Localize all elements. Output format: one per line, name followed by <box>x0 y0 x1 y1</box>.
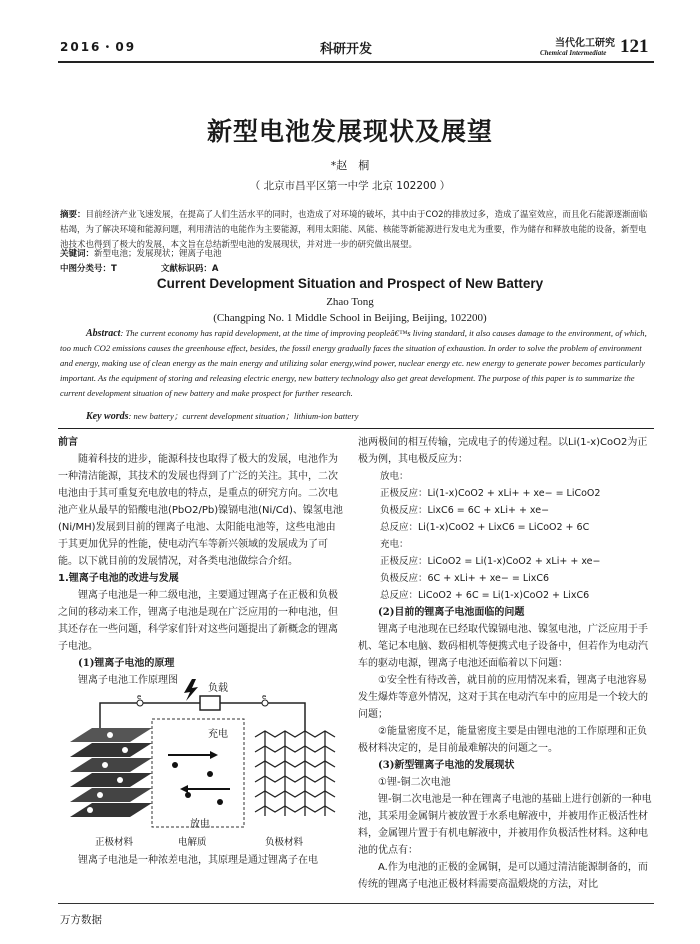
eq-charge-anode: 负极反应：6C + xLi+ + xe− = LixC6 <box>380 573 550 584</box>
right-column <box>358 434 654 893</box>
keywords-label-en: Key words <box>86 411 129 422</box>
eq-discharge-cathode: 正极反应：Li(1-x)CoO2 + xLi+ + xe− = LiCoO2 <box>380 488 601 499</box>
lithium-ions <box>168 751 230 805</box>
para-principle-cont: 池两极间的相互传输，完成电子的传递过程。以Li(1-x)CoO2为正极为例，其电极反应为： <box>358 437 648 465</box>
lightning-icon <box>184 679 198 701</box>
keywords-en <box>60 409 654 424</box>
heading-preface: 前言 <box>58 437 78 448</box>
anode-label: 负极材料 <box>265 837 304 848</box>
para-intro: 随着科技的进步，能源科技也取得了极大的发展，电池作为一种清洁能源，其技术的发展也得到了广泛的关注。其中，二次电池由于其可重复充电放电的特点，是重点的研究方向。二次电池产业从最早的铅酸电池(PbO2/Pb)镍镉电池(Ni/Cd)、镍氢电池(Ni/MH)发展到目前的锂离子电池、太阳能电池等，这些电池由于其更加优异的性能，使电动汽车等新兴领域的发展成为了可能。以下就目前的发展情况，对各类电池做综合介绍。 <box>58 454 343 567</box>
abstract-en <box>60 326 654 401</box>
heading-problems: (2)目前的锂离子电池面临的问题 <box>378 607 525 618</box>
electron-left-label: e <box>137 693 142 701</box>
para-problems: 锂离子电池现在已经取代镍镉电池、镍氢电池，广泛应用于手机、笔记本电脑、数码相机等便携式电子设备中，但若作为电动汽车的驱动电源，锂离子电池还面临着以下问题： <box>358 624 648 669</box>
para-li-cu-title: ①锂-铜二次电池 <box>378 777 451 788</box>
author-cn: *赵 桐 <box>330 159 370 172</box>
journal-name-en: Chemical Intermediate <box>540 49 607 57</box>
issue-date: 2016・09 <box>60 40 137 54</box>
doc-code-label: 文献标识码： <box>160 264 212 274</box>
clc-label: 中图分类号： <box>60 264 112 274</box>
article-title-cn: 新型电池发展现状及展望 <box>206 117 493 146</box>
heading-new-batteries: (3)新型锂离子电池的发展现状 <box>378 760 515 771</box>
figure-caption: 锂离子电池工作原理图 <box>78 675 178 686</box>
discharge-label: 放电 <box>190 819 210 830</box>
header-rule <box>58 61 654 63</box>
keywords-text-en: : new battery；current development situation；lithium-ion battery <box>128 411 359 421</box>
abstract-text-cn: 目前经济产业飞速发展，在提高了人们生活水平的同时，也造成了对环境的破坏，其中由于CO2的排放过多，造成了温室效应，而且化石能源逐渐面临枯竭，为了解决环境和能源问题，利用清洁的电能作为主要能源，利用太阳能、风能、核能等新能源进行发电尤为重要，作为储存和释放电能的设备，新型电池技术也得到了极大的发展，本文旨在总结新型电池的发展现状，并对进一步的研究做出展望。 <box>60 210 648 250</box>
charge-label: 充电 <box>208 729 228 740</box>
battery-diagram <box>60 677 345 849</box>
separator <box>152 719 244 827</box>
footer-rule <box>58 903 654 904</box>
keywords-cn <box>60 247 654 262</box>
eq-discharge-total: 总反应：Li(1-x)CoO2 + LixC6 = LiCoO2 + 6C <box>380 522 590 533</box>
section-name: 科研开发 <box>320 42 373 57</box>
electron-right-label: e <box>262 693 267 701</box>
eq-discharge-anode: 负极反应：LixC6 = 6C + xLi+ + xe− <box>380 505 550 516</box>
keywords-label-cn: 关键词： <box>60 249 95 259</box>
cathode-layers <box>70 728 152 817</box>
clc-value: T <box>111 264 117 274</box>
abstract-label-en: Abstract <box>86 328 121 339</box>
author-en: Zhao Tong <box>326 296 374 308</box>
anode-lattice <box>255 731 335 816</box>
footer-source: 万方数据 <box>60 914 102 926</box>
article-title-en: Current Development Situation and Prospect of New Battery <box>156 276 544 291</box>
keywords-text-cn: 新型电池；发展现状；锂离子电池 <box>94 249 222 259</box>
classification-line <box>60 262 654 277</box>
heading-section-1: 1.锂离子电池的改进与发展 <box>58 573 179 584</box>
para-advantage-a: A.作为电池的正极的金属铜，是可以通过清洁能源制备的，而传统的锂离子电池正极材料需要高温煅烧的方法，对比 <box>358 862 648 890</box>
electrolyte-label: 电解质 <box>178 837 207 848</box>
doc-code-value: A <box>211 264 219 274</box>
para-li-ion-intro: 锂离子电池是一种二级电池，主要通过锂离子在正极和负极之间的移动来工作，锂离子电池是现在广泛应用的一种电池，但其还存在一些问题，科学家们针对这些问题提出了新概念的锂离子电池。 <box>58 590 338 652</box>
abstract-text-en: : The current economy has rapid development, at the time of improving peopleâ€™s living standard, it also causes damage to the environment, of which, too much CO2 emissions causes the greenhouse effect, besides, the fossil energy gradually faces the situation of exhaustion. In order to solve the problem of environment and energy, making use of clean energy as the main energy and utilizing solar energy,wind power, nuclear energy etc. new energy to generate power becomes particularly important. As the equipment of storing and releasing electric energy, new battery technology also get great development. The purpose of this paper is to summarize the current development situation of new battery and make prospect for further research. <box>60 328 647 398</box>
heading-principle: (1)锂离子电池的原理 <box>78 658 175 669</box>
affiliation-en: (Changping No. 1 Middle School in Beijing, Beijing, 102200) <box>213 312 487 324</box>
abstract-label-cn: 摘要： <box>60 210 86 220</box>
affiliation-cn: （ 北京市昌平区第一中学 北京 102200 ） <box>249 180 451 192</box>
load-resistor <box>200 696 220 710</box>
label-discharge: 放电： <box>380 471 409 482</box>
para-safety: ①安全性有待改善，就目前的应用情况来看，锂离子电池容易发生爆炸等意外情况，这对于其在电动汽车中的应用是一个较大的问题； <box>358 675 648 720</box>
abstract-rule <box>58 428 654 429</box>
para-li-cu: 锂-铜二次电池是一种在锂离子电池的基础上进行创新的一种电池，其采用金属铜片被放置于水系电解液中，并被用作正极活性材料，金属锂片置于有机电解液中，并被用作负极活性材料。这种电池的优点有： <box>358 794 652 856</box>
cathode-label: 正极材料 <box>95 837 134 848</box>
left-column <box>58 434 343 689</box>
left-column-tail <box>58 852 343 869</box>
page-number: 121 <box>620 36 649 57</box>
para-principle: 锂离子电池是一种浓差电池，其原理是通过锂离子在电 <box>78 855 318 866</box>
para-energy-density: ②能量密度不足，能量密度主要是由锂电池的工作原理和正负极材料决定的，是目前最难解决的问题之一。 <box>358 726 647 754</box>
journal-name-cn: 当代化工研究 <box>555 38 615 49</box>
eq-charge-total: 总反应：LiCoO2 + 6C = Li(1-x)CoO2 + LixC6 <box>380 590 590 601</box>
label-charge: 充电： <box>380 539 409 550</box>
load-label: 负载 <box>208 683 228 694</box>
eq-charge-cathode: 正极反应：LiCoO2 = Li(1-x)CoO2 + xLi+ + xe− <box>380 556 601 567</box>
